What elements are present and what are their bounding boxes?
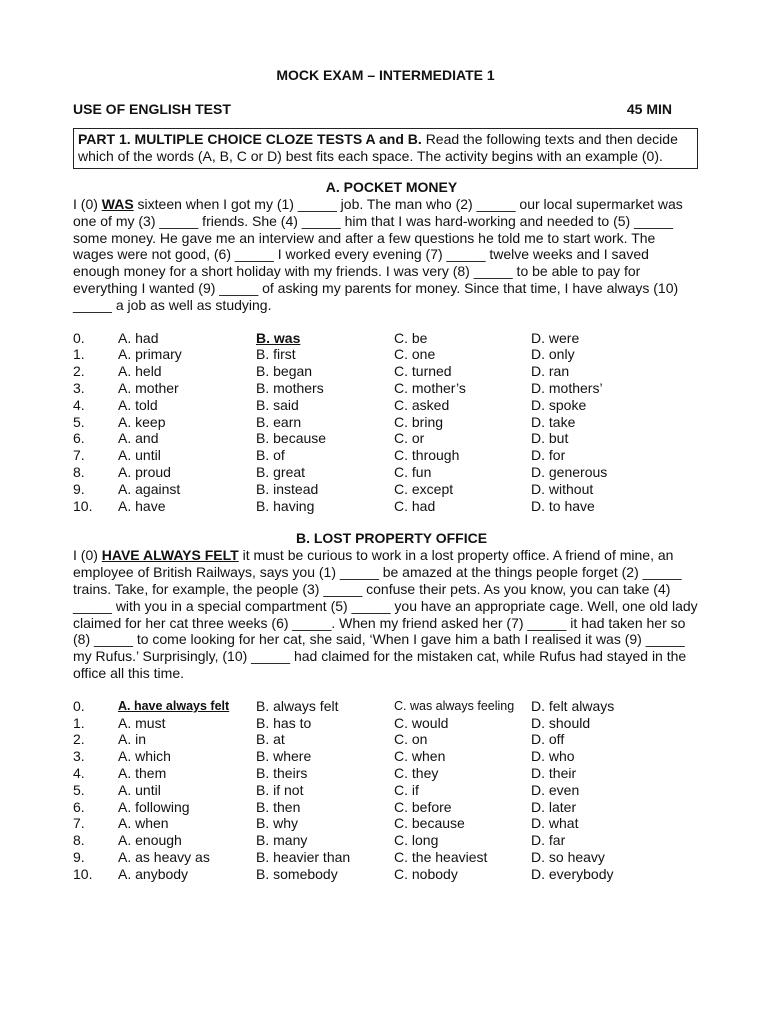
option-b: B. heavier than	[256, 848, 351, 865]
question-number: 3.	[73, 748, 85, 765]
option-b: B. great	[256, 463, 306, 480]
option-c: C. was always feeling	[394, 698, 515, 713]
section-a-title: A. POCKET MONEY	[325, 179, 458, 195]
option-b: B. was	[256, 329, 301, 346]
option-row	[73, 330, 698, 347]
option-a: A. until	[118, 447, 161, 464]
question-number: 0.	[73, 697, 85, 714]
option-d: D. everybody	[531, 865, 614, 882]
option-d: D. generous	[531, 463, 608, 480]
option-row	[73, 397, 698, 414]
option-b: B. many	[256, 832, 308, 849]
option-row	[73, 748, 698, 765]
option-d: D. far	[531, 832, 566, 849]
option-a: A. as heavy as	[118, 848, 210, 865]
option-a: A. them	[118, 764, 167, 781]
section-a-options	[73, 330, 698, 515]
option-d: D. without	[531, 480, 594, 497]
option-d: D. their	[531, 764, 577, 781]
option-row	[73, 731, 698, 748]
option-c: C. before	[394, 798, 452, 815]
option-row	[73, 430, 698, 447]
option-row	[73, 414, 698, 431]
option-b: B. because	[256, 430, 327, 447]
question-number: 6.	[73, 430, 85, 447]
section-b-options	[73, 698, 698, 883]
option-a: A. when	[118, 815, 169, 832]
option-row	[73, 832, 698, 849]
question-number: 5.	[73, 413, 85, 430]
question-number: 9.	[73, 848, 85, 865]
option-b: B. having	[256, 497, 315, 514]
option-c: C. asked	[394, 396, 450, 413]
option-d: D. who	[531, 748, 575, 765]
question-number: 6.	[73, 798, 85, 815]
question-number: 10.	[73, 865, 93, 882]
test-name: USE OF ENGLISH TEST	[73, 101, 231, 117]
example-answer: HAVE ALWAYS FELT	[101, 547, 239, 564]
option-d: D. only	[531, 346, 575, 363]
question-number: 4.	[73, 764, 85, 781]
example-answer: WAS	[101, 196, 134, 212]
option-c: C. except	[394, 480, 454, 497]
exam-title: MOCK EXAM – INTERMEDIATE 1	[276, 67, 495, 83]
question-number: 2.	[73, 731, 85, 748]
option-c: C. they	[394, 764, 439, 781]
option-c: C. because	[394, 815, 465, 832]
option-d: D. were	[531, 329, 580, 346]
option-c: C. through	[394, 447, 460, 464]
option-d: D. even	[531, 781, 580, 798]
passage-start: I (0)	[73, 196, 102, 212]
option-a: A. against	[118, 480, 181, 497]
passage-start: I (0)	[73, 547, 102, 564]
test-header	[73, 100, 698, 118]
option-a: A. told	[118, 396, 158, 413]
option-c: C. or	[394, 430, 425, 447]
question-number: 8.	[73, 463, 85, 480]
option-c: C. the heaviest	[394, 848, 488, 865]
option-c: C. bring	[394, 413, 444, 430]
passage-text: it must be curious to work in a lost property office. A friend of mine, an employee of British Railways, says you (1) _____ be amazed at the things people forget (2) _____ trains. Take, for example, the people (3) _____ confuse their pets. As you know, you can take (4) _____ with you in a special compartment (5) _____ you have an appropriate cage. Well, one old lady claimed for her cat three weeks (6) _____. When my friend asked her (7) _____ it had taken her so (8) _____ to come looking for her cat, she said, ‘When I gave him a bath I realised it was (9) _____ my Rufus.’ Surprisingly, (10) _____ had claimed for the mistaken cat, while Rufus had stayed in the office all this time.	[73, 547, 698, 681]
option-a: A. in	[118, 731, 147, 748]
option-b: B. where	[256, 748, 312, 765]
option-d: D. take	[531, 413, 576, 430]
option-row	[73, 799, 698, 816]
option-b: B. mothers	[256, 379, 324, 396]
option-row	[73, 715, 698, 732]
option-row	[73, 363, 698, 380]
option-a: A. held	[118, 363, 162, 380]
option-a: A. primary	[118, 346, 182, 363]
option-row	[73, 698, 698, 715]
section-a-passage	[73, 196, 698, 314]
option-b: B. of	[256, 447, 285, 464]
option-b: B. began	[256, 363, 313, 380]
option-a: A. following	[118, 798, 190, 815]
question-number: 7.	[73, 815, 85, 832]
test-duration: 45 MIN	[626, 101, 672, 117]
option-row	[73, 866, 698, 883]
exam-page	[73, 66, 698, 882]
question-number: 7.	[73, 447, 85, 464]
option-b: B. somebody	[256, 865, 338, 882]
option-b: B. then	[256, 798, 301, 815]
section-b-passage	[73, 547, 698, 681]
option-a: A. had	[118, 329, 159, 346]
option-a: A. which	[118, 748, 171, 765]
option-c: C. had	[394, 497, 436, 514]
option-d: D. felt always	[531, 697, 615, 714]
question-number: 0.	[73, 329, 85, 346]
option-b: B. always felt	[256, 697, 339, 714]
question-number: 5.	[73, 781, 85, 798]
option-d: D. but	[531, 430, 569, 447]
option-d: D. to have	[531, 497, 595, 514]
option-c: C. would	[394, 714, 449, 731]
option-d: D. off	[531, 731, 565, 748]
option-a: A. have always felt	[118, 698, 230, 713]
section-b-title: B. LOST PROPERTY OFFICE	[295, 530, 488, 547]
option-b: B. theirs	[256, 764, 308, 781]
option-c: C. when	[394, 748, 446, 765]
option-c: C. if	[394, 781, 419, 798]
option-row	[73, 464, 698, 481]
option-d: D. what	[531, 815, 579, 832]
option-row	[73, 815, 698, 832]
option-a: A. mother	[118, 379, 179, 396]
instructions-text: Read the following texts and then decide which of the words (A, B, C or D) best fits each space. The activity begins with an example (0).	[78, 131, 678, 164]
option-d: D. later	[531, 798, 577, 815]
question-number: 4.	[73, 396, 85, 413]
option-row	[73, 380, 698, 397]
option-row	[73, 481, 698, 498]
option-d: D. ran	[531, 363, 570, 380]
question-number: 9.	[73, 480, 85, 497]
option-b: B. if not	[256, 781, 304, 798]
option-a: A. keep	[118, 413, 166, 430]
option-d: D. should	[531, 714, 591, 731]
option-b: B. first	[256, 346, 296, 363]
option-a: A. proud	[118, 463, 171, 480]
question-number: 3.	[73, 379, 85, 396]
part-label: PART 1. MULTIPLE CHOICE CLOZE TESTS A and B.	[78, 131, 422, 147]
option-c: C. be	[394, 329, 428, 346]
option-d: D. mothers’	[531, 379, 603, 396]
option-row	[73, 447, 698, 464]
option-c: C. turned	[394, 363, 452, 380]
instructions-box	[73, 128, 698, 169]
option-b: B. earn	[256, 413, 302, 430]
option-row	[73, 765, 698, 782]
option-d: D. spoke	[531, 396, 587, 413]
option-a: A. have	[118, 497, 166, 514]
option-c: C. nobody	[394, 865, 458, 882]
question-number: 2.	[73, 363, 85, 380]
option-row	[73, 782, 698, 799]
option-b: B. at	[256, 731, 285, 748]
option-d: D. for	[531, 447, 566, 464]
question-number: 8.	[73, 832, 85, 849]
option-b: B. instead	[256, 480, 319, 497]
option-c: C. long	[394, 832, 439, 849]
option-b: B. why	[256, 815, 299, 832]
question-number: 1.	[73, 714, 85, 731]
option-c: C. one	[394, 346, 436, 363]
option-a: A. must	[118, 714, 166, 731]
passage-text: sixteen when I got my (1) _____ job. The man who (2) _____ our local supermarket was one of my (3) _____ friends. She (4) _____ him that I was hard-working and needed to (5) _____ some money. He gave me an interview and after a few questions he told me to start work. The wages were not good, (6) _____ I worked every evening (7) _____ twelve weeks and I saved enough money for a short holiday with my friends. I was very (8) _____ to be able to pay for everything I wanted (9) _____ of asking my parents for money. Since that time, I have always (10) _____ a job as well as studying.	[73, 196, 683, 313]
option-a: A. anybody	[118, 865, 189, 882]
option-d: D. so heavy	[531, 848, 605, 865]
option-a: A. enough	[118, 832, 182, 849]
option-row	[73, 498, 698, 515]
option-row	[73, 346, 698, 363]
option-c: C. on	[394, 731, 428, 748]
question-number: 10.	[73, 497, 93, 514]
option-a: A. until	[118, 781, 161, 798]
option-b: B. has to	[256, 714, 312, 731]
option-row	[73, 849, 698, 866]
option-b: B. said	[256, 396, 299, 413]
option-c: C. fun	[394, 463, 432, 480]
option-c: C. mother’s	[394, 379, 466, 396]
option-a: A. and	[118, 430, 159, 447]
question-number: 1.	[73, 346, 85, 363]
